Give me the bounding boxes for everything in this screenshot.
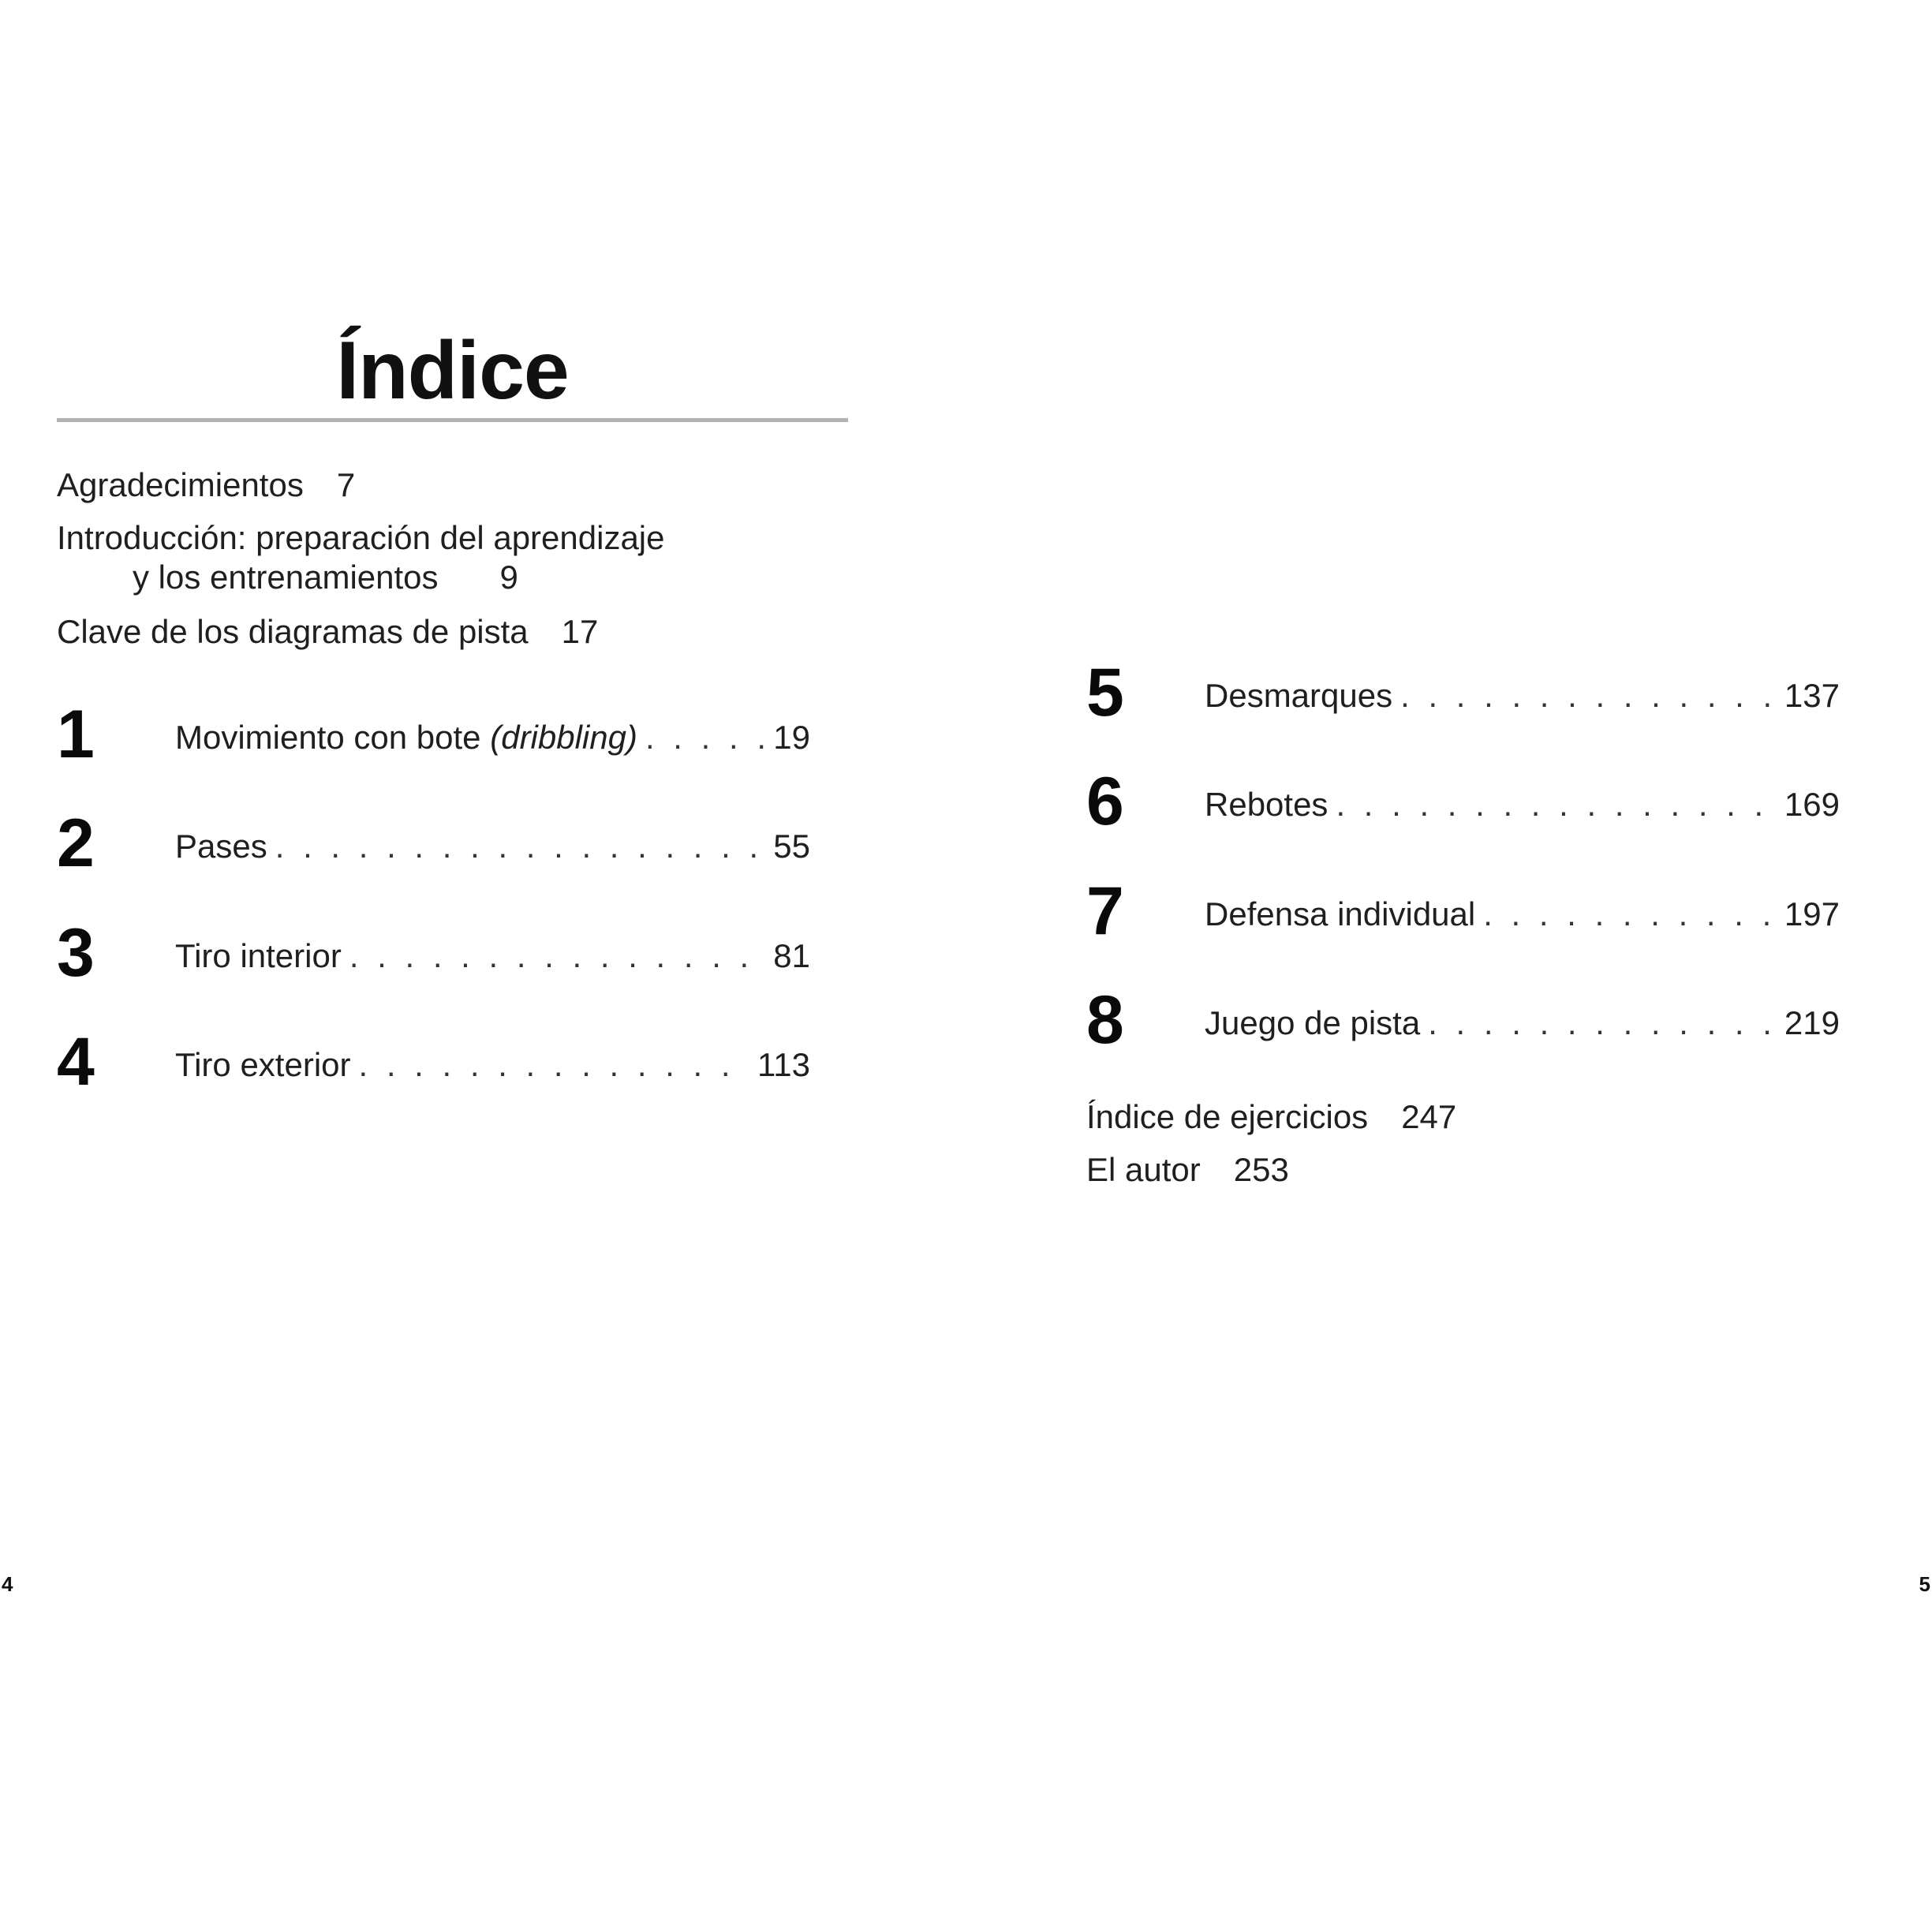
chapter-page: 169 bbox=[1784, 786, 1840, 823]
folio-right: 5 bbox=[1919, 1572, 1930, 1596]
dot-leader bbox=[1428, 1003, 1777, 1043]
dot-leader bbox=[275, 827, 766, 866]
toc-entry-author[interactable] bbox=[1086, 1150, 1289, 1190]
right-page bbox=[966, 0, 1932, 1932]
toc-entry-page: 17 bbox=[561, 613, 599, 650]
chapter-title: Desmarques bbox=[1205, 677, 1393, 714]
toc-entry-exercise-index[interactable] bbox=[1086, 1097, 1456, 1137]
toc-entry-label: Introducción: preparación del aprendizaje bbox=[57, 519, 665, 556]
chapter-title: Tiro exterior bbox=[175, 1046, 351, 1083]
dot-leader bbox=[359, 1045, 750, 1085]
chapter-title: Rebotes bbox=[1205, 786, 1328, 823]
chapter-title: Juego de pista bbox=[1205, 1004, 1421, 1041]
dot-leader bbox=[645, 718, 765, 757]
page-title: Índice bbox=[336, 325, 569, 417]
dot-leader bbox=[1483, 895, 1777, 934]
chapter-page: 19 bbox=[773, 719, 810, 756]
chapter-page: 219 bbox=[1784, 1004, 1840, 1041]
chapter-number: 4 bbox=[57, 1024, 95, 1100]
chapter-number: 7 bbox=[1086, 873, 1124, 949]
chapter-number: 5 bbox=[1086, 655, 1124, 731]
chapter-page: 81 bbox=[773, 937, 810, 974]
toc-entry-label: Índice de ejercicios bbox=[1086, 1098, 1369, 1135]
chapter-page: 113 bbox=[757, 1046, 810, 1083]
toc-entry-diagram-key[interactable] bbox=[57, 612, 598, 652]
toc-entry-introduction[interactable] bbox=[57, 518, 665, 598]
toc-entry-label: Agradecimientos bbox=[57, 466, 304, 503]
chapter-title: Pases bbox=[175, 828, 267, 865]
toc-entry-page: 247 bbox=[1401, 1098, 1457, 1135]
chapter-title-italic: (dribbling) bbox=[490, 719, 637, 756]
chapter-number: 6 bbox=[1086, 764, 1124, 839]
title-underline bbox=[57, 418, 848, 422]
toc-entry-label-continuation: y los entrenamientos bbox=[133, 559, 439, 596]
toc-entry-page: 253 bbox=[1233, 1151, 1289, 1188]
chapter-page: 55 bbox=[773, 828, 810, 865]
chapter-number: 3 bbox=[57, 915, 95, 991]
chapter-title: Tiro interior bbox=[175, 937, 342, 974]
dot-leader bbox=[1400, 676, 1777, 716]
toc-entry-page: 9 bbox=[499, 559, 518, 596]
toc-entry-acknowledgements[interactable] bbox=[57, 465, 355, 505]
chapter-page: 137 bbox=[1784, 677, 1840, 714]
chapter-number: 8 bbox=[1086, 982, 1124, 1058]
toc-entry-label: Clave de los diagramas de pista bbox=[57, 613, 529, 650]
chapter-number: 1 bbox=[57, 697, 95, 772]
chapter-title: Movimiento con bote (dribbling) bbox=[175, 719, 637, 756]
dot-leader bbox=[1336, 785, 1776, 824]
folio-left: 4 bbox=[2, 1572, 13, 1596]
dot-leader bbox=[349, 936, 765, 976]
toc-entry-label: El autor bbox=[1086, 1151, 1201, 1188]
chapter-title: Defensa individual bbox=[1205, 895, 1476, 932]
chapter-number: 2 bbox=[57, 805, 95, 881]
toc-entry-page: 7 bbox=[336, 466, 356, 503]
chapter-page: 197 bbox=[1784, 895, 1840, 932]
